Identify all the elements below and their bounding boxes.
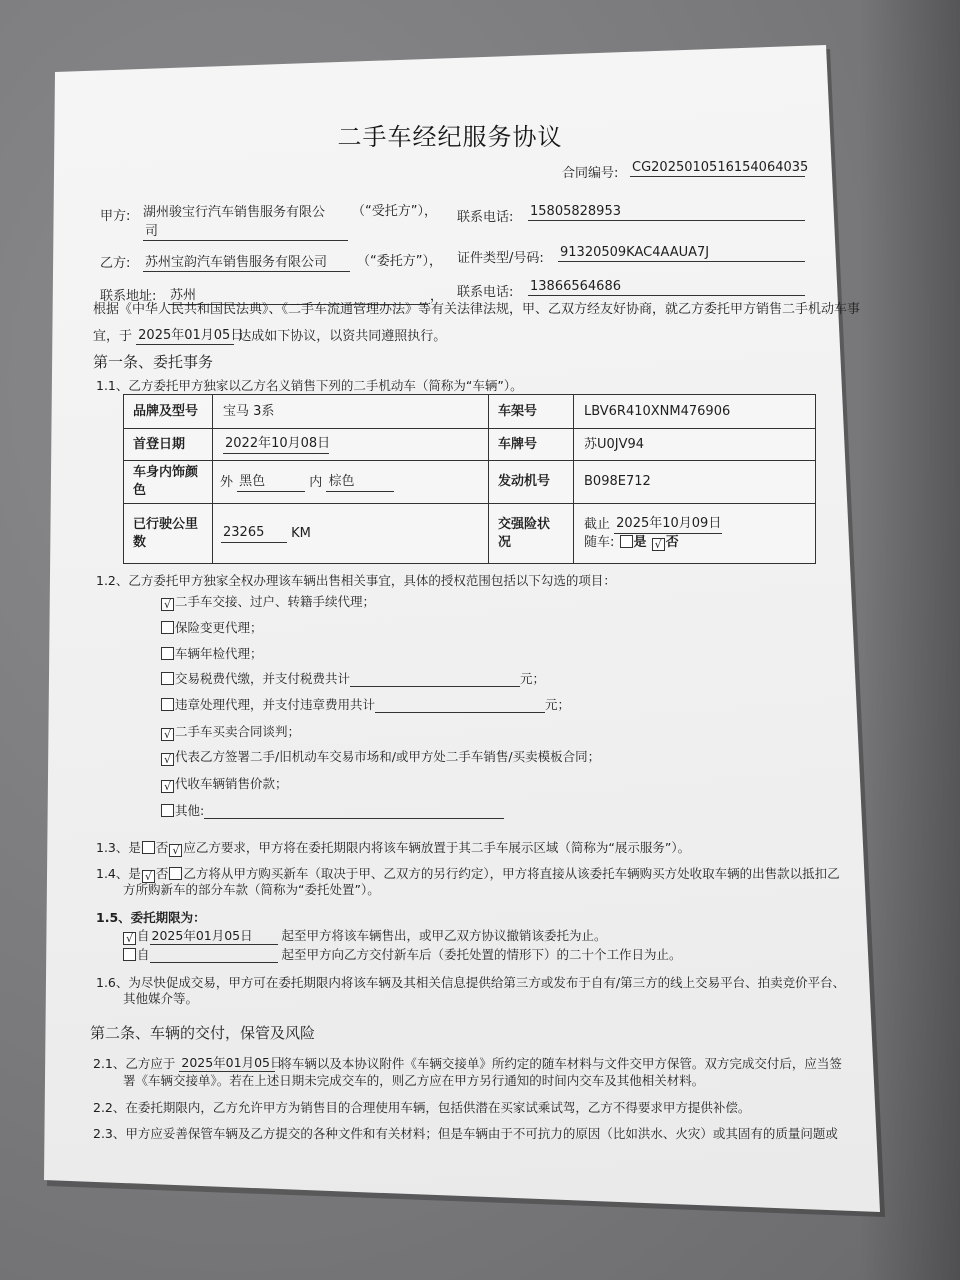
party-b-phone-label: 联系电话: (457, 285, 514, 300)
term-option-a-checkbox: √ (123, 932, 136, 945)
with-car-yes-label: 是 (633, 535, 647, 550)
term-option-a-text: 起至甲方将该车辆售出，或甲乙双方协议撤销该委托为止。 (281, 928, 607, 943)
mileage-label: 已行驶公里数 (124, 504, 213, 564)
checkbox (161, 672, 174, 685)
article1-heading: 第一条、委托事务 (93, 353, 214, 371)
auth-item-label: 保险变更代理； (175, 620, 263, 635)
party-a-role: （“受托方”）， (352, 204, 437, 219)
checkbox (161, 698, 174, 711)
checkbox: √ (161, 728, 174, 741)
interior-prefix: 内 (309, 474, 323, 490)
auth-item-label: 车辆年检代理； (175, 646, 263, 661)
clause-2-1-text: 将车辆以及本协议附件《车辆交接单》所约定的随车材料与文件交甲方保管。双方完成交付后，应当签 (279, 1056, 842, 1071)
brand-label: 品牌及型号 (124, 395, 213, 429)
with-car-no-checkbox: √ (652, 538, 665, 551)
clause-1-1: 1.1、乙方委托甲方独家以乙方名义销售下列的二手机动车（简称为“车辆”）。 (96, 378, 523, 393)
clause-1-3-text: 应乙方要求，甲方将在委托期限内将该车辆放置于其二手车展示区域（简称为“展示服务”）。 (183, 840, 691, 855)
preamble-line2-post: 达成如下协议，以资共同遵照执行。 (238, 329, 447, 344)
plate-label: 车牌号 (489, 429, 574, 461)
insurance-expiry-line (584, 515, 815, 534)
party-b-id: 91320509KAC4AAUA7J (558, 245, 805, 262)
auth-item-negotiation (160, 724, 300, 741)
mileage-cell (213, 504, 489, 564)
auth-item-label: 违章处理代理，并支付违章费用共计 (175, 697, 376, 712)
auth-item-label: 交易税费代缴，并支付税费共计 (175, 671, 351, 686)
vin-label: 车架号 (489, 395, 574, 429)
contract-no-label: 合同编号: (562, 166, 619, 181)
clause-1-6-line2: 其他媒介等。 (123, 991, 199, 1006)
party-b-role: （“委托方”）， (357, 254, 442, 269)
party-a-label: 甲方: (100, 209, 131, 224)
auth-item-violation (160, 697, 570, 713)
clause-1-4-yes-checkbox: √ (142, 870, 155, 883)
clause-1-3 (96, 840, 690, 857)
clause-1-4-prefix: 1.4、是 (96, 866, 141, 881)
auth-item-label: 二手车交接、过户、转籍手续代理； (175, 594, 376, 609)
preamble-line2-pre: 宜，于 (93, 329, 133, 344)
brand-value: 宝马 3系 (213, 395, 489, 429)
vin-value: LBV6R410XNM476906 (574, 395, 816, 429)
term-option-b-from: 自 (137, 947, 150, 962)
with-car-yes-checkbox (620, 535, 633, 548)
party-b-label: 乙方: (100, 256, 131, 271)
party-a-phone: 15805828953 (528, 204, 805, 221)
reg-date-cell (213, 429, 489, 461)
term-option-b-date (150, 948, 278, 963)
clause-1-4-no-label: 否 (155, 866, 169, 881)
auth-item-sign-contract (160, 749, 600, 766)
other-value (204, 804, 504, 819)
color-label: 车身内饰颜色 (124, 461, 213, 504)
clause-1-4-line1 (96, 866, 840, 883)
article2-heading: 第二条、车辆的交付，保管及风险 (90, 1024, 316, 1042)
clause-1-6-line1: 1.6、为尽快促成交易，甲方可在委托期限内将该车辆及其相关信息提供给第三方或发布于自有/第三方的线上交易平台、拍卖竞价平台、 (96, 975, 846, 990)
reg-date-label: 首登日期 (124, 429, 213, 461)
insurance-cell (574, 504, 816, 564)
term-option-a (122, 928, 607, 945)
reg-date-value: 2022年10月08日 (223, 435, 329, 454)
clause-2-2: 2.2、在委托期限内，乙方允许甲方为销售目的合理使用车辆，包括供潜在买家试乘试驾，乙方不得要求甲方提供补偿。 (93, 1100, 751, 1115)
party-b-phone: 13866564686 (528, 279, 805, 296)
auth-item-label: 代表乙方签署二手/旧机动车交易市场和/或甲方处二手车销售/买卖模板合同； (175, 749, 601, 764)
auth-item-label: 其他: (175, 803, 205, 818)
exterior-color: 黑色 (237, 473, 305, 492)
engine-value: B098E712 (574, 461, 816, 504)
auth-item-insurance (160, 620, 263, 636)
currency-suffix: 元； (545, 697, 571, 712)
interior-color: 棕色 (326, 473, 394, 492)
address-value: 苏州 (168, 288, 428, 305)
checkbox: √ (161, 598, 174, 611)
clause-1-2: 1.2、乙方委托甲方独家全权办理该车辆出售相关事宜，具体的授权范围包括以下勾选的项目： (96, 573, 616, 588)
exterior-prefix: 外 (220, 474, 234, 490)
address-separator: ， (430, 289, 444, 304)
party-a-phone-label: 联系电话: (457, 210, 514, 225)
color-cell (213, 461, 489, 504)
insurance-prefix: 截止 (584, 517, 611, 532)
contract-no-value: CG2025010516154064035 (632, 160, 809, 175)
auth-item-label: 二手车买卖合同谈判； (175, 724, 301, 739)
document-title: 二手车经纪服务协议 (337, 123, 563, 151)
clause-1-4-line2: 方所购新车的部分车款（简称为“委托处置”）。 (123, 882, 380, 897)
auth-item-collect-payment (160, 776, 288, 793)
term-start-date: 2025年01月05日 (150, 928, 278, 945)
insurance-label: 交强险状况 (489, 504, 574, 564)
clause-1-3-no-checkbox: √ (169, 844, 182, 857)
clause-2-1-line1 (93, 1055, 842, 1072)
clause-1-4-no-checkbox (169, 867, 182, 880)
auth-item-label: 代收车辆销售价款； (175, 776, 288, 791)
agreement-date: 2025年01月05日 (138, 328, 244, 343)
clause-1-3-no-label: 否 (155, 840, 169, 855)
clause-1-3-prefix: 1.3、是 (96, 840, 141, 855)
term-option-b-text: 起至甲方向乙方交付新车后（委托处置的情形下）的二十个工作日为止。 (281, 947, 682, 962)
party-a-name-line2: 司 (143, 224, 348, 241)
term-option-b-checkbox (123, 948, 136, 961)
auth-item-tax (160, 671, 545, 687)
auth-item-inspection (160, 646, 263, 662)
vehicle-table (123, 394, 816, 564)
insurance-date: 2025年10月09日 (614, 515, 722, 534)
currency-suffix: 元； (520, 671, 546, 686)
clause-2-1-line2: 署《车辆交接单》。若在上述日期未完成交车的，则乙方应在甲方另行通知的时间内交车及其他相关材料。 (123, 1073, 705, 1088)
preamble-line2 (93, 328, 446, 345)
preamble-line1: 根据《中华人民共和国民法典》、《二手车流通管理办法》等有关法律法规，甲、乙双方经友好协商，就乙方委托甲方销售二手机动车事 (93, 302, 861, 317)
auth-item-other (160, 803, 504, 819)
tax-amount (350, 672, 520, 687)
term-option-a-from: 自 (137, 928, 150, 943)
checkbox: √ (161, 753, 174, 766)
with-car-no-label: 否 (665, 535, 679, 550)
checkbox: √ (161, 780, 174, 793)
mileage-unit: KM (291, 526, 311, 541)
checkbox (161, 621, 174, 634)
delivery-date: 2025年01月05日 (181, 1055, 283, 1070)
clause-2-1-pre: 2.1、乙方应于 (93, 1056, 176, 1071)
with-car-line (584, 534, 815, 552)
auth-item-transfer (160, 594, 375, 611)
with-car-label: 随车: (584, 535, 615, 550)
address-label: 联系地址: (100, 289, 157, 304)
party-b-id-label: 证件类型/号码: (457, 251, 544, 266)
violation-amount (375, 698, 545, 713)
term-option-b (122, 947, 682, 963)
plate-value: 苏U0JV94 (574, 429, 816, 461)
checkbox (161, 804, 174, 817)
clause-1-5-heading: 1.5、委托期限为： (96, 910, 206, 925)
mileage-value: 23265 (221, 524, 287, 543)
party-b-name: 苏州宝韵汽车销售服务有限公司 (143, 255, 350, 272)
engine-label: 发动机号 (489, 461, 574, 504)
checkbox (161, 647, 174, 660)
clause-1-3-yes-checkbox (142, 841, 155, 854)
clause-2-3: 2.3、甲方应妥善保管车辆及乙方提交的各种文件和有关材料；但是车辆由于不可抗力的原因（比如洪水、火灾）或其固有的质量问题或 (93, 1126, 838, 1141)
clause-1-4-text: 乙方将从甲方购买新车（取决于甲、乙双方的另行约定），甲方将直接从该委托车辆购买方处收取车辆的出售款以抵扣乙 (183, 866, 840, 881)
party-a-name-line1: 湖州骏宝行汽车销售服务有限公 (143, 205, 326, 220)
